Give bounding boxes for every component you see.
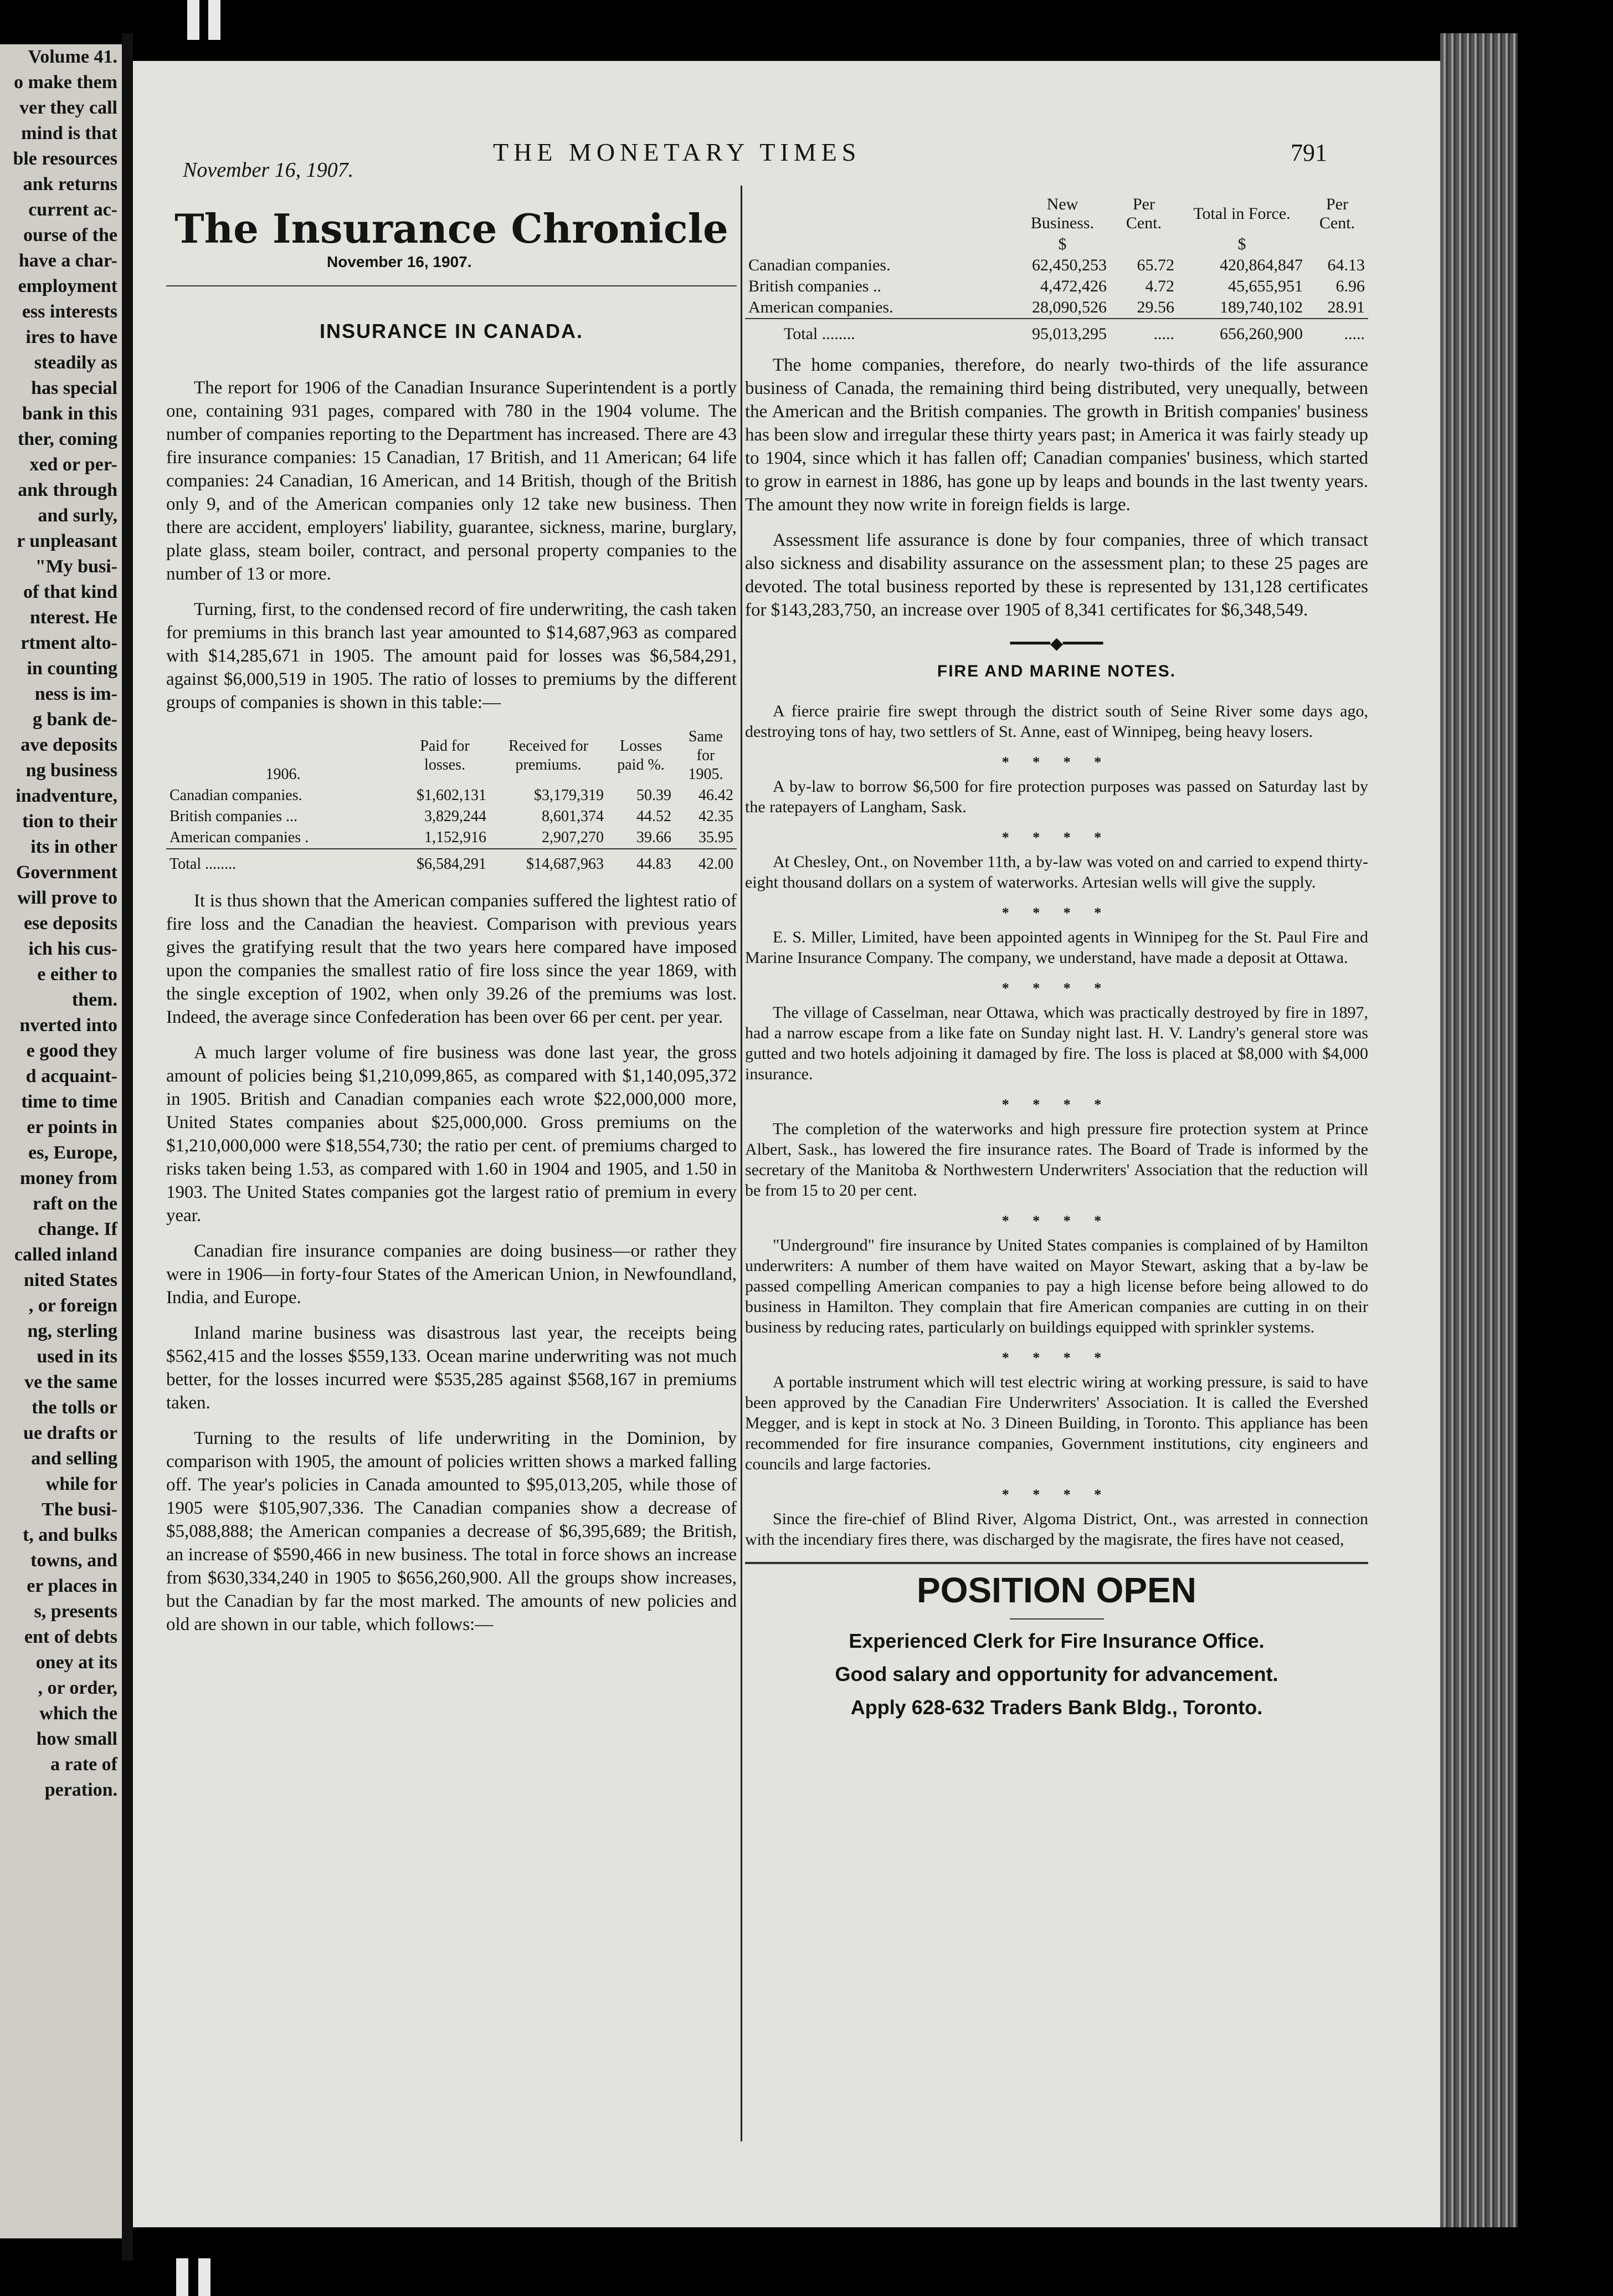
column-rule: [741, 186, 742, 2141]
margin-fragment: current ac-: [28, 199, 117, 220]
margin-fragment: er points in: [27, 1117, 117, 1137]
table-cell: Total ........: [169, 855, 237, 873]
margin-fragment: inadventure,: [16, 786, 117, 806]
margin-fragment: used in its: [37, 1346, 117, 1367]
paragraph: At Chesley, Ont., on November 11th, a by-law was voted on and carried to expend thirty-eight thousand dollars on a system of waterworks. Artesian wells will give the supply.: [745, 853, 1368, 891]
margin-fragment: ires to have: [25, 327, 117, 347]
paragraph: "Underground" fire insurance by United States companies is complained of by Hamilton underwriters: A number of them have waited on Mayor Stewart, asking that a by-law be passed compelling American companies to pay a high license before being allowed to do business in Hamilton. They complain that fire American companies are cutting in on their business by reducing rates, particularly on buildings equipped with sprinkler systems.: [745, 1236, 1368, 1336]
table-header: Same for 1905.: [688, 728, 723, 783]
table-cell: .....: [1153, 325, 1174, 343]
paragraph: The report for 1906 of the Canadian Insurance Superintendent is a portly one, containing 931 pages, compared with 780 in the 1904 volume. The number of companies reporting to the Department has increased. There are 43 fire insurance companies: 15 Canadian, 17 British, and 11 American; 64 life companies: 24 Canadian, 16 American, and 14 British, though of the British only 9, and of the American companies only 12 take new business. Then there are accident, employers' liability, guarantee, sickness, marine, burglary, plate glass, steam boiler, contract, and personal property companies to the number of 13 or more.: [166, 378, 737, 584]
margin-fragment: The busi-: [42, 1499, 117, 1520]
margin-fragment: employment: [18, 276, 117, 296]
margin-fragment: raft on the: [33, 1193, 117, 1214]
page-edges: [1440, 33, 1518, 2227]
margin-fragment: towns, and: [30, 1550, 117, 1571]
margin-fragment: ent of debts: [24, 1627, 117, 1647]
table-cell: 35.95: [698, 829, 733, 846]
masthead: The Insurance Chronicle: [174, 205, 728, 252]
margin-fragment: g bank de-: [32, 709, 117, 730]
table-row: [166, 785, 737, 806]
margin-fragment: oney at its: [35, 1652, 117, 1673]
table-header: New Business.: [1030, 195, 1095, 232]
paragraph: The completion of the waterworks and high pressure fire protection system at Prince Albert, Sask., has lowered the fire insurance rates. The Board of Trade is informed by the secretary of the Manitoba & Northwestern Underwriters' Association that the reduction will be from 15 to 20 per cent.: [745, 1120, 1368, 1200]
margin-fragment: ich his cus-: [28, 939, 117, 959]
table-row: [166, 806, 737, 827]
separator-stars: * * * *: [1001, 980, 1112, 996]
table-cell: 64.13: [1327, 256, 1365, 274]
table-cell: American companies .: [169, 829, 309, 846]
margin-fragment: while for: [45, 1474, 117, 1494]
table-cell: 4.72: [1145, 277, 1174, 295]
paragraph: A much larger volume of fire business was done last year, the gross amount of policies being $1,210,099,865, as compared with $1,140,095,372 in 1905. British and Canadian companies each wrote $22,000,000 more, United States companies about $25,000,000. Gross premiums on the $1,210,000,000 were $18,554,730; the ratio per cent. of premiums charged to risks taken being 1.53, as compared with 1.60 in 1904 and 1905, and 1.50 in 1903. The United States companies got the largest ratio of premium in every year.: [166, 1043, 737, 1226]
table-cell: 42.00: [698, 855, 733, 873]
paragraph: Assessment life assurance is done by four companies, three of which transact also sickness and disability assurance on the assessment plan; to these 25 pages are devoted. The total business reported by these is represented by 131,128 certificates for $143,283,750, an increase over 1905 of 8,341 certificates for $6,348,549.: [745, 530, 1368, 620]
table-cell: $6,584,291: [417, 855, 486, 873]
margin-fragment: in counting: [27, 658, 117, 679]
table-cell: British companies ..: [748, 277, 881, 295]
table-cell: 6.96: [1335, 277, 1365, 295]
table-cell: 28,090,526: [1032, 298, 1107, 316]
margin-fragment: , or order,: [38, 1678, 117, 1698]
margin-fragment: which the: [39, 1703, 117, 1724]
currency-mark: [1306, 234, 1368, 255]
margin-fragment: o make them: [14, 72, 117, 93]
margin-fragment: tion to their: [22, 811, 117, 832]
margin-fragment: , or foreign: [28, 1295, 117, 1316]
margin-fragment: a rate of: [50, 1754, 117, 1775]
table-cell: Canadian companies.: [748, 256, 891, 274]
table-cell: 3,829,244: [424, 808, 486, 825]
margin-fragment: ve the same: [24, 1372, 117, 1392]
table-cell: 2,907,270: [542, 829, 604, 846]
margin-fragment: ank through: [18, 480, 117, 500]
table-total-row: [745, 319, 1368, 345]
margin-fragment: time to time: [21, 1091, 117, 1112]
table-cell: 50.39: [636, 787, 671, 804]
article-title: INSURANCE IN CANADA.: [319, 320, 583, 342]
running-head-title: THE MONETARY TIMES: [493, 138, 861, 166]
paragraph: A portable instrument which will test electric wiring at working pressure, is said to have been approved by the Canadian Fire Underwriters' Association. It is called the Evershed Megger, and is kept in stock at No. 3 Dineen Building, in Toronto. This appliance has been recommended for fire insurance companies, Government institutions, city engineers and councils and large factories.: [745, 1373, 1368, 1473]
page-number: 791: [1291, 139, 1327, 166]
paragraph: A fierce prairie fire swept through the district south of Seine River some days ago, destroying tons of hay, two settlers of St. Anne, east of Winnipeg, being heavy losers.: [745, 702, 1368, 741]
book-gutter: [122, 33, 133, 2261]
separator-stars: * * * *: [1001, 1096, 1112, 1113]
table-cell: 95,013,295: [1032, 325, 1107, 343]
life-business-table: [745, 194, 1368, 345]
separator-stars: * * * *: [1001, 829, 1112, 845]
margin-fragment: ave deposits: [20, 735, 117, 755]
margin-fragment: called inland: [14, 1244, 117, 1265]
table-cell: 46.42: [698, 787, 733, 804]
table-cell: 44.52: [636, 808, 671, 825]
margin-fragment: its in other: [30, 837, 117, 857]
margin-fragment: Volume 41.: [28, 47, 117, 67]
margin-fragment: e either to: [37, 964, 117, 985]
separator-stars: * * * *: [1001, 905, 1112, 921]
table-cell: 39.66: [636, 829, 671, 846]
paragraph: E. S. Miller, Limited, have been appointed agents in Winnipeg for the St. Paul Fire and Marine Insurance Company. The company, we understand, have made a deposit at Ottawa.: [745, 928, 1368, 967]
film-mark: [198, 2258, 210, 2296]
margin-fragment: mind is that: [21, 123, 117, 144]
margin-fragment: d acquaint-: [25, 1066, 117, 1086]
margin-fragment: Government: [16, 862, 117, 883]
margin-fragment: ourse of the: [23, 225, 117, 245]
table-cell: Canadian companies.: [169, 787, 302, 804]
divider: [166, 285, 737, 286]
margin-fragment: how small: [36, 1729, 117, 1749]
margin-fragment: nited States: [23, 1270, 117, 1290]
separator-stars: * * * *: [1001, 1213, 1112, 1229]
left-column: [166, 199, 737, 1648]
table-cell: 8,601,374: [542, 808, 604, 825]
margin-fragment: t, and bulks: [22, 1525, 117, 1545]
margin-fragment: ble resources: [13, 148, 117, 169]
margin-fragment: of that kind: [23, 582, 117, 602]
table-row: [745, 255, 1368, 276]
table-cell: 1,152,916: [424, 829, 486, 846]
advert-line: Apply 628-632 Traders Bank Bldg., Toronto.: [850, 1696, 1263, 1719]
table-cell: 189,740,102: [1220, 298, 1303, 316]
margin-fragment: will prove to: [17, 888, 117, 908]
table-cell: 656,260,900: [1220, 325, 1303, 343]
margin-fragment: "My busi-: [35, 556, 117, 577]
margin-fragment: rtment alto-: [20, 633, 117, 653]
margin-fragment: ng business: [25, 760, 117, 781]
margin-fragment: the tolls or: [32, 1397, 117, 1418]
margin-fragment: e good they: [26, 1041, 117, 1061]
table-cell: 65.72: [1137, 256, 1174, 274]
table-cell: .....: [1344, 325, 1365, 343]
margin-fragment: er places in: [27, 1576, 117, 1596]
table-cell: 29.56: [1137, 298, 1174, 316]
adjacent-page-margin: [0, 44, 122, 2238]
margin-fragment: nterest. He: [30, 607, 117, 628]
table-cell: 44.83: [636, 855, 671, 873]
margin-fragment: r unpleasant: [17, 531, 117, 551]
table-total-row: [166, 849, 737, 875]
table-cell: $14,687,963: [526, 855, 604, 873]
margin-fragment: nverted into: [19, 1015, 117, 1036]
margin-fragment: and surly,: [38, 505, 117, 526]
right-column: [745, 195, 1368, 1719]
margin-fragment: peration.: [44, 1780, 117, 1800]
divider: [1010, 1618, 1104, 1620]
paragraph: The village of Casselman, near Ottawa, which was practically destroyed by fire in 1897, had a narrow escape from a like fate on Sunday night last. H. V. Landry's general store was gutted and two hotels adjoining it damaged by fire. The loss is placed at $8,000 with $4,000 insurance.: [745, 1003, 1368, 1083]
margin-fragment: have a char-: [18, 250, 117, 271]
divider: [745, 1562, 1368, 1564]
paragraph: Turning to the results of life underwriting in the Dominion, by comparison with 1905, the amount of policies written shows a marked falling off. The year's policies in Canada amounted to $95,013,205, while those of 1905 were $105,907,336. The Canadian companies show a decrease of $5,088,888; the American companies a decrease of $6,395,689; the British, an increase of $590,466 in new business. The total in force shows an increase from $630,334,240 in 1905 to $656,260,900. All the groups show increases, but the Canadian by far the most marked. The amounts of new policies and old are shown in our table, which follows:—: [166, 1428, 737, 1634]
margin-fragment: ther, coming: [17, 429, 117, 449]
table-cell: 28.91: [1327, 298, 1365, 316]
paragraph: Turning, first, to the condensed record of fire underwriting, the cash taken for premiums in this branch last year amounted to $14,687,963 as compared with $14,285,671 in 1905. The amount paid for losses was $6,584,291, against $6,000,519 in 1905. The ratio of losses to premiums by the different groups of companies is shown in this table:—: [166, 599, 737, 713]
margin-fragment: ese deposits: [23, 913, 117, 934]
table-header: Paid for losses.: [420, 737, 470, 773]
table-cell: 62,450,253: [1032, 256, 1107, 274]
paragraph: The home companies, therefore, do nearly two-thirds of the life assurance business of Canada, the remaining third being distributed, very unequally, between the American and the British companies. The growth in British companies' business has been slow and irregular these thirty years past; in America it was fairly steady up to 1904, since which it has fallen off; Canadian companies' business, which started to grow in earnest in 1886, has gone up by leaps and bounds in the last twenty years. The amount they now write in foreign fields is large.: [745, 355, 1368, 515]
margin-fragment: change. If: [38, 1219, 117, 1239]
margin-fragment: has special: [31, 378, 117, 398]
margin-fragment: xed or per-: [29, 454, 117, 475]
separator-stars: * * * *: [1001, 1487, 1112, 1503]
margin-fragment: ank returns: [23, 174, 117, 194]
table-cell: 4,472,426: [1040, 277, 1107, 295]
table-cell: $3,179,319: [534, 787, 604, 804]
margin-fragment: ess interests: [22, 301, 117, 322]
table-header: Received for premiums.: [508, 737, 588, 773]
currency-mark: [1110, 234, 1178, 255]
fire-loss-table: [166, 726, 737, 875]
margin-fragment: ness is im-: [34, 684, 117, 704]
notes-title: FIRE AND MARINE NOTES.: [937, 662, 1177, 680]
film-mark: [208, 0, 220, 40]
currency-mark: $: [1058, 235, 1067, 253]
margin-fragment: money from: [20, 1168, 117, 1188]
table-header: Per Cent.: [1319, 195, 1355, 232]
margin-fragment: ue drafts or: [23, 1423, 117, 1443]
table-cell: American companies.: [748, 298, 893, 316]
paragraph: Since the fire-chief of Blind River, Algoma District, Ont., was arrested in connection with the incendiary fires there, was discharged by the magisrate, the fires have not ceased,: [745, 1510, 1368, 1549]
ornament-divider: ━━━━◆━━━━: [1010, 634, 1103, 653]
film-mark: [176, 2258, 188, 2296]
margin-fragment: them.: [71, 990, 117, 1010]
advert-line: Good salary and opportunity for advancement.: [835, 1663, 1278, 1685]
margin-fragment: and selling: [31, 1448, 117, 1469]
film-mark: [187, 0, 199, 40]
table-cell: 420,864,847: [1220, 256, 1303, 274]
running-head-date: November 16, 1907.: [183, 158, 354, 182]
margin-fragment: steadily as: [34, 352, 117, 373]
masthead-date: November 16, 1907.: [327, 253, 472, 270]
margin-fragment: s, presents: [34, 1601, 117, 1622]
table-cell: Total ........: [784, 325, 855, 343]
table-header: [745, 194, 1015, 234]
paragraph: It is thus shown that the American companies suffered the lightest ratio of fire loss and the Canadian the heaviest. Comparison with previous years gives the gratifying result that the two years here compared have imposed upon the companies the smallest ratio of fire loss since the year 1869, with the single exception of 1902, when only 39.26 of the premiums was lost. Indeed, the average since Confederation has been over 66 per cent. per year.: [166, 891, 737, 1027]
currency-mark: $: [1237, 235, 1246, 253]
advert-line: Experienced Clerk for Fire Insurance Office.: [849, 1629, 1265, 1652]
table-cell: 42.35: [698, 808, 733, 825]
paragraph: Canadian fire insurance companies are doing business—or rather they were in 1906—in forty-four States of the American Union, in Newfoundland, India, and Europe.: [166, 1241, 737, 1308]
margin-fragment: es, Europe,: [28, 1142, 117, 1163]
table-header: Losses paid %.: [617, 737, 665, 773]
table-header: Total in Force.: [1193, 204, 1291, 223]
separator-stars: * * * *: [1001, 1350, 1112, 1366]
table-cell: $1,602,131: [417, 787, 486, 804]
separator-stars: * * * *: [1001, 754, 1112, 770]
currency-mark: [745, 234, 1015, 255]
table-header: Per Cent.: [1126, 195, 1162, 232]
table-cell: 45,655,951: [1228, 277, 1303, 295]
table-row: [166, 827, 737, 849]
paragraph: Inland marine business was disastrous last year, the receipts being $562,415 and the losses $559,133. Ocean marine underwriting was not much better, for the losses incurred were $535,285 against $568,167 in premiums taken.: [166, 1323, 737, 1413]
advert-title: POSITION OPEN: [917, 1570, 1196, 1610]
table-row: [745, 297, 1368, 319]
margin-fragment: bank in this: [22, 403, 117, 424]
table-cell: British companies ...: [169, 808, 297, 825]
table-row: [745, 276, 1368, 297]
paragraph: A by-law to borrow $6,500 for fire protection purposes was passed on Saturday last by the ratepayers of Langham, Sask.: [745, 777, 1368, 816]
margin-fragment: ng, sterling: [27, 1321, 117, 1341]
margin-fragment: ver they call: [19, 98, 117, 118]
table-header: 1906.: [265, 766, 301, 783]
